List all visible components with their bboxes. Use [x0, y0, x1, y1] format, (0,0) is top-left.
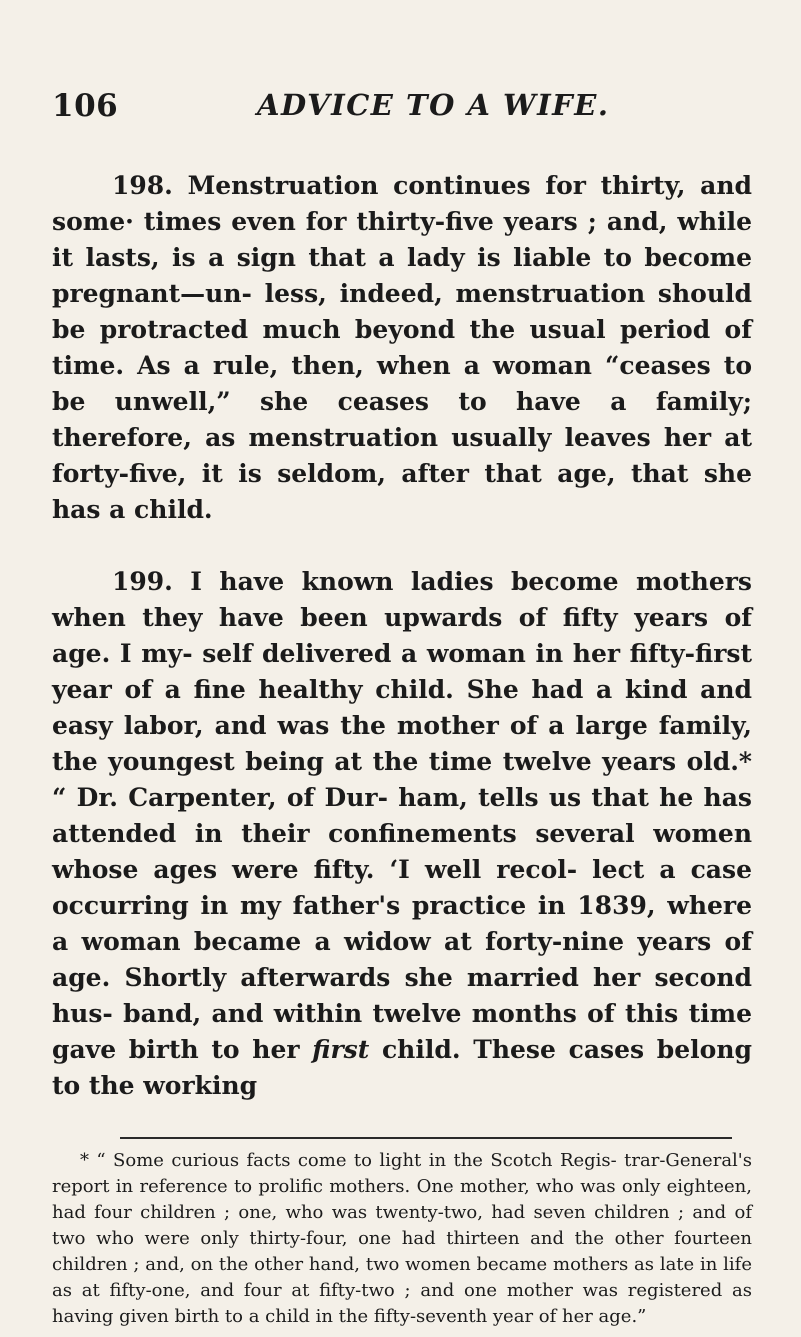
body-text	[52, 168, 752, 1104]
paragraph-199-text: 199. I have known ladies become mothers when they have been upwards of fifty years of age. I my- self delivered a woman in her fifty-first year of a fine healthy child. She had a kind and easy labor, and was the mother of a large family, the youngest being at the time twelve years old.* “ Dr. Carpenter, of Dur- ham, tells us that he has attended in their confinements several women whose ages were fifty. ‘I well recol- lect a case occurring in my father's practice in 1839, where a woman became a widow at forty-nine years of age. Shortly afterwards she married her second hus- band, and within twelve months of this time gave birth to her	[52, 567, 752, 1064]
footnote-rule	[120, 1137, 732, 1139]
emphasis-first: first	[312, 1035, 370, 1064]
paragraph-199-tail: child. These cases belong to the working	[52, 1035, 752, 1100]
paragraph-199	[52, 564, 752, 1104]
page-number: 106	[52, 88, 119, 124]
footnote: * “ Some curious facts come to light in the Scotch Regis- trar-General's report in reference to prolific mothers. One mother, who was only eighteen, had four children ; one, who was twenty-two, had seven children ; and of two who were only thirty-four, one had thirteen and the other fourteen children ; and, on the other hand, two women became mothers as late in life as at fifty-one, and four at fifty-two ; and one mother was registered as having given birth to a child in the fifty-seventh year of her age.”	[52, 1150, 752, 1327]
paragraph-198: 198. Menstruation continues for thirty, and some· times even for thirty-five years ; and, while it lasts, is a sign that a lady is liable to become pregnant—un- less, indeed, menstruation should be protracted much beyond the usual period of time. As a rule, then, when a woman “ceases to be unwell,” she ceases to have a family; therefore, as menstruation usually leaves her at forty-five, it is seldom, after that age, that she has a child.	[52, 171, 752, 524]
running-head: ADVICE TO A WIFE.	[257, 88, 610, 122]
page-header	[52, 88, 752, 128]
